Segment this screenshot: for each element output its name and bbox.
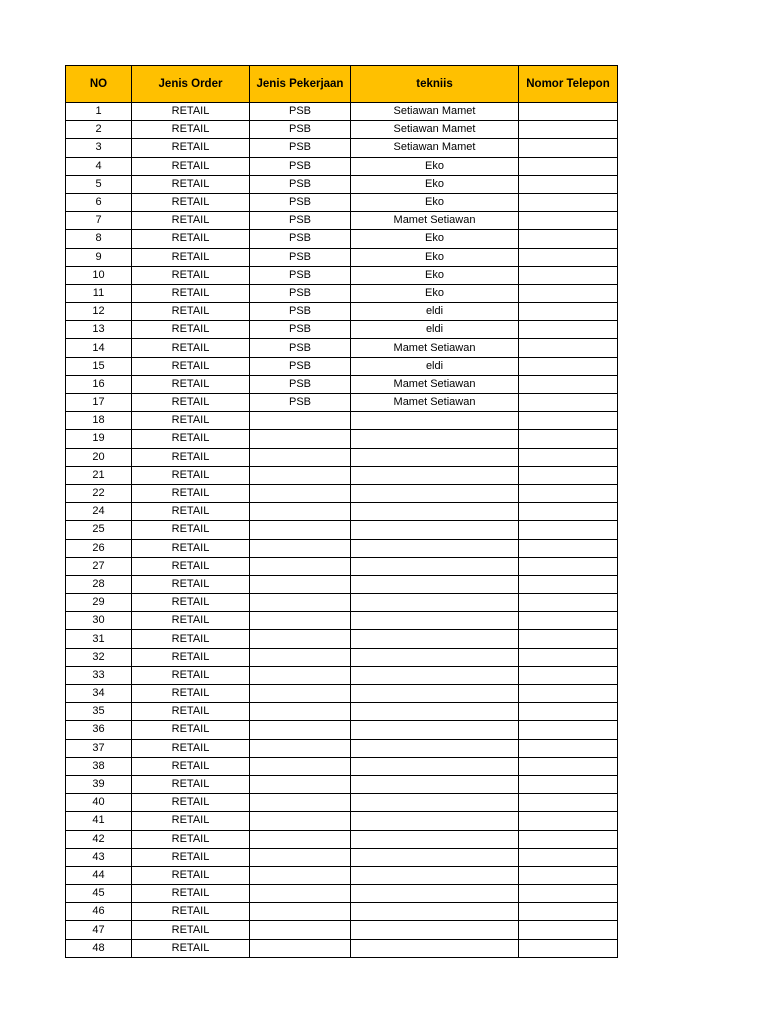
cell-teknisi: Eko bbox=[351, 266, 519, 284]
cell-jenis-pekerjaan: PSB bbox=[250, 248, 351, 266]
cell-teknisi: Eko bbox=[351, 157, 519, 175]
header-jenis-order: Jenis Order bbox=[132, 66, 250, 103]
cell-jenis-order: RETAIL bbox=[132, 157, 250, 175]
cell-teknisi: Eko bbox=[351, 193, 519, 211]
cell-jenis-pekerjaan: PSB bbox=[250, 357, 351, 375]
cell-jenis-order: RETAIL bbox=[132, 521, 250, 539]
cell-jenis-order: RETAIL bbox=[132, 885, 250, 903]
cell-no: 20 bbox=[66, 448, 132, 466]
table-row bbox=[66, 103, 618, 121]
cell-nomor-telepon bbox=[519, 539, 618, 557]
cell-no: 29 bbox=[66, 594, 132, 612]
table-row bbox=[66, 812, 618, 830]
cell-jenis-pekerjaan bbox=[250, 557, 351, 575]
cell-nomor-telepon bbox=[519, 594, 618, 612]
cell-jenis-order: RETAIL bbox=[132, 666, 250, 684]
table-row bbox=[66, 630, 618, 648]
cell-nomor-telepon bbox=[519, 630, 618, 648]
table-row bbox=[66, 666, 618, 684]
cell-teknisi: Mamet Setiawan bbox=[351, 394, 519, 412]
cell-nomor-telepon bbox=[519, 266, 618, 284]
cell-no: 7 bbox=[66, 212, 132, 230]
cell-jenis-order: RETAIL bbox=[132, 193, 250, 211]
cell-teknisi bbox=[351, 575, 519, 593]
table-row bbox=[66, 575, 618, 593]
cell-jenis-pekerjaan bbox=[250, 721, 351, 739]
cell-no: 13 bbox=[66, 321, 132, 339]
cell-jenis-pekerjaan: PSB bbox=[250, 103, 351, 121]
cell-teknisi: Mamet Setiawan bbox=[351, 375, 519, 393]
cell-jenis-order: RETAIL bbox=[132, 230, 250, 248]
cell-jenis-order: RETAIL bbox=[132, 703, 250, 721]
cell-jenis-pekerjaan bbox=[250, 575, 351, 593]
cell-teknisi bbox=[351, 739, 519, 757]
cell-nomor-telepon bbox=[519, 703, 618, 721]
cell-nomor-telepon bbox=[519, 412, 618, 430]
cell-teknisi bbox=[351, 848, 519, 866]
cell-no: 37 bbox=[66, 739, 132, 757]
cell-teknisi bbox=[351, 594, 519, 612]
table-row bbox=[66, 557, 618, 575]
cell-nomor-telepon bbox=[519, 284, 618, 302]
cell-jenis-pekerjaan bbox=[250, 630, 351, 648]
table-row bbox=[66, 685, 618, 703]
cell-no: 2 bbox=[66, 121, 132, 139]
cell-nomor-telepon bbox=[519, 394, 618, 412]
cell-jenis-order: RETAIL bbox=[132, 921, 250, 939]
cell-no: 45 bbox=[66, 885, 132, 903]
cell-no: 42 bbox=[66, 830, 132, 848]
cell-teknisi bbox=[351, 757, 519, 775]
cell-jenis-pekerjaan bbox=[250, 903, 351, 921]
cell-no: 17 bbox=[66, 394, 132, 412]
cell-teknisi bbox=[351, 775, 519, 793]
cell-jenis-pekerjaan: PSB bbox=[250, 321, 351, 339]
cell-jenis-order: RETAIL bbox=[132, 266, 250, 284]
cell-jenis-order: RETAIL bbox=[132, 721, 250, 739]
table-row bbox=[66, 321, 618, 339]
cell-no: 14 bbox=[66, 339, 132, 357]
table-row bbox=[66, 248, 618, 266]
table-row bbox=[66, 794, 618, 812]
table-row bbox=[66, 830, 618, 848]
cell-jenis-pekerjaan bbox=[250, 484, 351, 502]
cell-nomor-telepon bbox=[519, 157, 618, 175]
cell-no: 8 bbox=[66, 230, 132, 248]
cell-jenis-order: RETAIL bbox=[132, 757, 250, 775]
cell-nomor-telepon bbox=[519, 521, 618, 539]
cell-jenis-pekerjaan: PSB bbox=[250, 175, 351, 193]
cell-jenis-pekerjaan: PSB bbox=[250, 375, 351, 393]
header-teknisi: tekniis bbox=[351, 66, 519, 103]
cell-no: 48 bbox=[66, 939, 132, 957]
cell-jenis-order: RETAIL bbox=[132, 866, 250, 884]
cell-no: 34 bbox=[66, 685, 132, 703]
cell-teknisi: Setiawan Mamet bbox=[351, 103, 519, 121]
cell-jenis-order: RETAIL bbox=[132, 939, 250, 957]
cell-no: 46 bbox=[66, 903, 132, 921]
table-row bbox=[66, 375, 618, 393]
table-row bbox=[66, 484, 618, 502]
cell-no: 33 bbox=[66, 666, 132, 684]
cell-teknisi bbox=[351, 866, 519, 884]
cell-teknisi bbox=[351, 557, 519, 575]
cell-teknisi: Eko bbox=[351, 248, 519, 266]
cell-teknisi bbox=[351, 503, 519, 521]
table-row bbox=[66, 539, 618, 557]
cell-jenis-order: RETAIL bbox=[132, 903, 250, 921]
cell-nomor-telepon bbox=[519, 812, 618, 830]
cell-teknisi: eldi bbox=[351, 321, 519, 339]
cell-jenis-pekerjaan bbox=[250, 703, 351, 721]
table-row bbox=[66, 757, 618, 775]
cell-jenis-order: RETAIL bbox=[132, 212, 250, 230]
cell-nomor-telepon bbox=[519, 612, 618, 630]
table-row bbox=[66, 139, 618, 157]
table-row bbox=[66, 648, 618, 666]
cell-teknisi: Mamet Setiawan bbox=[351, 212, 519, 230]
cell-jenis-pekerjaan bbox=[250, 612, 351, 630]
table-row bbox=[66, 939, 618, 957]
cell-no: 31 bbox=[66, 630, 132, 648]
cell-jenis-pekerjaan bbox=[250, 866, 351, 884]
cell-jenis-pekerjaan bbox=[250, 594, 351, 612]
cell-teknisi bbox=[351, 666, 519, 684]
cell-nomor-telepon bbox=[519, 248, 618, 266]
cell-nomor-telepon bbox=[519, 648, 618, 666]
cell-jenis-order: RETAIL bbox=[132, 557, 250, 575]
table-header bbox=[66, 66, 618, 103]
table-row bbox=[66, 284, 618, 302]
table-row bbox=[66, 230, 618, 248]
table-row bbox=[66, 921, 618, 939]
cell-jenis-order: RETAIL bbox=[132, 630, 250, 648]
cell-jenis-order: RETAIL bbox=[132, 739, 250, 757]
cell-nomor-telepon bbox=[519, 739, 618, 757]
table-row bbox=[66, 885, 618, 903]
table-row bbox=[66, 212, 618, 230]
cell-teknisi bbox=[351, 430, 519, 448]
cell-jenis-order: RETAIL bbox=[132, 612, 250, 630]
cell-jenis-pekerjaan bbox=[250, 503, 351, 521]
cell-no: 35 bbox=[66, 703, 132, 721]
cell-jenis-pekerjaan bbox=[250, 794, 351, 812]
table-row bbox=[66, 339, 618, 357]
cell-no: 12 bbox=[66, 303, 132, 321]
cell-nomor-telepon bbox=[519, 721, 618, 739]
table-row bbox=[66, 157, 618, 175]
cell-nomor-telepon bbox=[519, 775, 618, 793]
table-row bbox=[66, 594, 618, 612]
table-row bbox=[66, 266, 618, 284]
cell-jenis-pekerjaan: PSB bbox=[250, 121, 351, 139]
cell-jenis-order: RETAIL bbox=[132, 339, 250, 357]
cell-jenis-order: RETAIL bbox=[132, 594, 250, 612]
table-row bbox=[66, 521, 618, 539]
cell-jenis-order: RETAIL bbox=[132, 848, 250, 866]
cell-no: 15 bbox=[66, 357, 132, 375]
cell-jenis-order: RETAIL bbox=[132, 812, 250, 830]
cell-no: 6 bbox=[66, 193, 132, 211]
cell-teknisi bbox=[351, 830, 519, 848]
cell-nomor-telepon bbox=[519, 921, 618, 939]
cell-nomor-telepon bbox=[519, 357, 618, 375]
cell-nomor-telepon bbox=[519, 757, 618, 775]
cell-jenis-pekerjaan bbox=[250, 885, 351, 903]
cell-teknisi bbox=[351, 794, 519, 812]
cell-jenis-order: RETAIL bbox=[132, 503, 250, 521]
table-body bbox=[66, 103, 618, 958]
cell-jenis-pekerjaan bbox=[250, 757, 351, 775]
cell-teknisi bbox=[351, 703, 519, 721]
technician-order-table bbox=[65, 65, 618, 958]
cell-no: 24 bbox=[66, 503, 132, 521]
table-row bbox=[66, 775, 618, 793]
cell-jenis-order: RETAIL bbox=[132, 830, 250, 848]
cell-nomor-telepon bbox=[519, 375, 618, 393]
cell-jenis-pekerjaan bbox=[250, 521, 351, 539]
cell-jenis-pekerjaan bbox=[250, 648, 351, 666]
cell-jenis-order: RETAIL bbox=[132, 448, 250, 466]
table-row bbox=[66, 721, 618, 739]
table-row bbox=[66, 193, 618, 211]
cell-no: 9 bbox=[66, 248, 132, 266]
cell-teknisi: eldi bbox=[351, 357, 519, 375]
cell-jenis-order: RETAIL bbox=[132, 430, 250, 448]
cell-teknisi bbox=[351, 921, 519, 939]
cell-jenis-pekerjaan: PSB bbox=[250, 230, 351, 248]
cell-jenis-pekerjaan bbox=[250, 466, 351, 484]
cell-nomor-telepon bbox=[519, 103, 618, 121]
cell-jenis-order: RETAIL bbox=[132, 794, 250, 812]
cell-teknisi bbox=[351, 630, 519, 648]
cell-teknisi: Eko bbox=[351, 175, 519, 193]
cell-teknisi bbox=[351, 466, 519, 484]
cell-teknisi bbox=[351, 448, 519, 466]
spreadsheet-page bbox=[65, 65, 617, 958]
cell-teknisi bbox=[351, 484, 519, 502]
cell-no: 4 bbox=[66, 157, 132, 175]
cell-jenis-pekerjaan bbox=[250, 830, 351, 848]
table-row bbox=[66, 466, 618, 484]
cell-jenis-order: RETAIL bbox=[132, 466, 250, 484]
cell-no: 10 bbox=[66, 266, 132, 284]
cell-nomor-telepon bbox=[519, 903, 618, 921]
cell-nomor-telepon bbox=[519, 866, 618, 884]
cell-teknisi bbox=[351, 721, 519, 739]
cell-jenis-order: RETAIL bbox=[132, 321, 250, 339]
cell-teknisi: Eko bbox=[351, 284, 519, 302]
cell-no: 36 bbox=[66, 721, 132, 739]
cell-nomor-telepon bbox=[519, 830, 618, 848]
table-row bbox=[66, 412, 618, 430]
cell-jenis-order: RETAIL bbox=[132, 539, 250, 557]
cell-no: 21 bbox=[66, 466, 132, 484]
cell-teknisi: Setiawan Mamet bbox=[351, 121, 519, 139]
cell-no: 30 bbox=[66, 612, 132, 630]
table-row bbox=[66, 739, 618, 757]
cell-jenis-pekerjaan bbox=[250, 448, 351, 466]
cell-nomor-telepon bbox=[519, 230, 618, 248]
cell-teknisi bbox=[351, 885, 519, 903]
cell-no: 32 bbox=[66, 648, 132, 666]
cell-jenis-pekerjaan: PSB bbox=[250, 339, 351, 357]
cell-nomor-telepon bbox=[519, 575, 618, 593]
cell-jenis-pekerjaan bbox=[250, 921, 351, 939]
cell-nomor-telepon bbox=[519, 939, 618, 957]
table-row bbox=[66, 903, 618, 921]
table-row bbox=[66, 612, 618, 630]
table-row bbox=[66, 121, 618, 139]
cell-nomor-telepon bbox=[519, 685, 618, 703]
table-row bbox=[66, 703, 618, 721]
cell-jenis-order: RETAIL bbox=[132, 357, 250, 375]
cell-no: 27 bbox=[66, 557, 132, 575]
cell-nomor-telepon bbox=[519, 794, 618, 812]
cell-teknisi: Setiawan Mamet bbox=[351, 139, 519, 157]
cell-no: 3 bbox=[66, 139, 132, 157]
cell-nomor-telepon bbox=[519, 448, 618, 466]
cell-no: 18 bbox=[66, 412, 132, 430]
table-row bbox=[66, 448, 618, 466]
cell-nomor-telepon bbox=[519, 175, 618, 193]
cell-nomor-telepon bbox=[519, 666, 618, 684]
header-row bbox=[66, 66, 618, 103]
header-jenis-pekerjaan: Jenis Pekerjaan bbox=[250, 66, 351, 103]
cell-no: 16 bbox=[66, 375, 132, 393]
cell-jenis-order: RETAIL bbox=[132, 685, 250, 703]
cell-nomor-telepon bbox=[519, 503, 618, 521]
cell-no: 43 bbox=[66, 848, 132, 866]
cell-jenis-pekerjaan: PSB bbox=[250, 139, 351, 157]
cell-no: 47 bbox=[66, 921, 132, 939]
cell-no: 40 bbox=[66, 794, 132, 812]
cell-jenis-pekerjaan: PSB bbox=[250, 303, 351, 321]
cell-jenis-order: RETAIL bbox=[132, 484, 250, 502]
header-no: NO bbox=[66, 66, 132, 103]
cell-jenis-pekerjaan bbox=[250, 848, 351, 866]
cell-teknisi bbox=[351, 812, 519, 830]
cell-no: 5 bbox=[66, 175, 132, 193]
cell-jenis-order: RETAIL bbox=[132, 103, 250, 121]
cell-jenis-pekerjaan bbox=[250, 412, 351, 430]
cell-no: 1 bbox=[66, 103, 132, 121]
table-row bbox=[66, 357, 618, 375]
cell-jenis-order: RETAIL bbox=[132, 375, 250, 393]
cell-jenis-pekerjaan: PSB bbox=[250, 284, 351, 302]
cell-teknisi bbox=[351, 685, 519, 703]
cell-jenis-order: RETAIL bbox=[132, 775, 250, 793]
cell-nomor-telepon bbox=[519, 885, 618, 903]
cell-jenis-pekerjaan: PSB bbox=[250, 212, 351, 230]
cell-jenis-pekerjaan bbox=[250, 812, 351, 830]
table-row bbox=[66, 503, 618, 521]
cell-jenis-order: RETAIL bbox=[132, 284, 250, 302]
cell-nomor-telepon bbox=[519, 557, 618, 575]
cell-jenis-pekerjaan bbox=[250, 775, 351, 793]
cell-teknisi bbox=[351, 412, 519, 430]
cell-nomor-telepon bbox=[519, 339, 618, 357]
cell-no: 41 bbox=[66, 812, 132, 830]
cell-jenis-order: RETAIL bbox=[132, 121, 250, 139]
cell-no: 19 bbox=[66, 430, 132, 448]
cell-teknisi: Eko bbox=[351, 230, 519, 248]
cell-jenis-pekerjaan: PSB bbox=[250, 266, 351, 284]
cell-teknisi bbox=[351, 903, 519, 921]
cell-teknisi bbox=[351, 648, 519, 666]
cell-jenis-pekerjaan bbox=[250, 539, 351, 557]
cell-no: 25 bbox=[66, 521, 132, 539]
cell-no: 38 bbox=[66, 757, 132, 775]
cell-jenis-order: RETAIL bbox=[132, 394, 250, 412]
cell-jenis-pekerjaan bbox=[250, 739, 351, 757]
cell-teknisi: Mamet Setiawan bbox=[351, 339, 519, 357]
table-row bbox=[66, 303, 618, 321]
table-row bbox=[66, 175, 618, 193]
cell-jenis-order: RETAIL bbox=[132, 248, 250, 266]
cell-jenis-pekerjaan bbox=[250, 939, 351, 957]
cell-teknisi bbox=[351, 521, 519, 539]
cell-nomor-telepon bbox=[519, 430, 618, 448]
cell-jenis-order: RETAIL bbox=[132, 303, 250, 321]
cell-nomor-telepon bbox=[519, 139, 618, 157]
cell-teknisi: eldi bbox=[351, 303, 519, 321]
cell-teknisi bbox=[351, 612, 519, 630]
cell-nomor-telepon bbox=[519, 121, 618, 139]
cell-jenis-pekerjaan: PSB bbox=[250, 157, 351, 175]
table-row bbox=[66, 866, 618, 884]
cell-jenis-pekerjaan: PSB bbox=[250, 394, 351, 412]
cell-jenis-order: RETAIL bbox=[132, 575, 250, 593]
cell-no: 22 bbox=[66, 484, 132, 502]
cell-no: 39 bbox=[66, 775, 132, 793]
cell-nomor-telepon bbox=[519, 321, 618, 339]
cell-nomor-telepon bbox=[519, 303, 618, 321]
cell-no: 28 bbox=[66, 575, 132, 593]
table-row bbox=[66, 430, 618, 448]
cell-jenis-order: RETAIL bbox=[132, 175, 250, 193]
cell-jenis-order: RETAIL bbox=[132, 139, 250, 157]
cell-no: 11 bbox=[66, 284, 132, 302]
header-nomor-telepon: Nomor Telepon bbox=[519, 66, 618, 103]
cell-nomor-telepon bbox=[519, 466, 618, 484]
cell-no: 26 bbox=[66, 539, 132, 557]
cell-jenis-order: RETAIL bbox=[132, 648, 250, 666]
cell-nomor-telepon bbox=[519, 212, 618, 230]
cell-nomor-telepon bbox=[519, 848, 618, 866]
cell-teknisi bbox=[351, 939, 519, 957]
cell-jenis-pekerjaan bbox=[250, 666, 351, 684]
table-row bbox=[66, 394, 618, 412]
cell-no: 44 bbox=[66, 866, 132, 884]
table-row bbox=[66, 848, 618, 866]
cell-jenis-order: RETAIL bbox=[132, 412, 250, 430]
cell-jenis-pekerjaan bbox=[250, 430, 351, 448]
cell-teknisi bbox=[351, 539, 519, 557]
cell-nomor-telepon bbox=[519, 484, 618, 502]
cell-nomor-telepon bbox=[519, 193, 618, 211]
cell-jenis-pekerjaan: PSB bbox=[250, 193, 351, 211]
cell-jenis-pekerjaan bbox=[250, 685, 351, 703]
